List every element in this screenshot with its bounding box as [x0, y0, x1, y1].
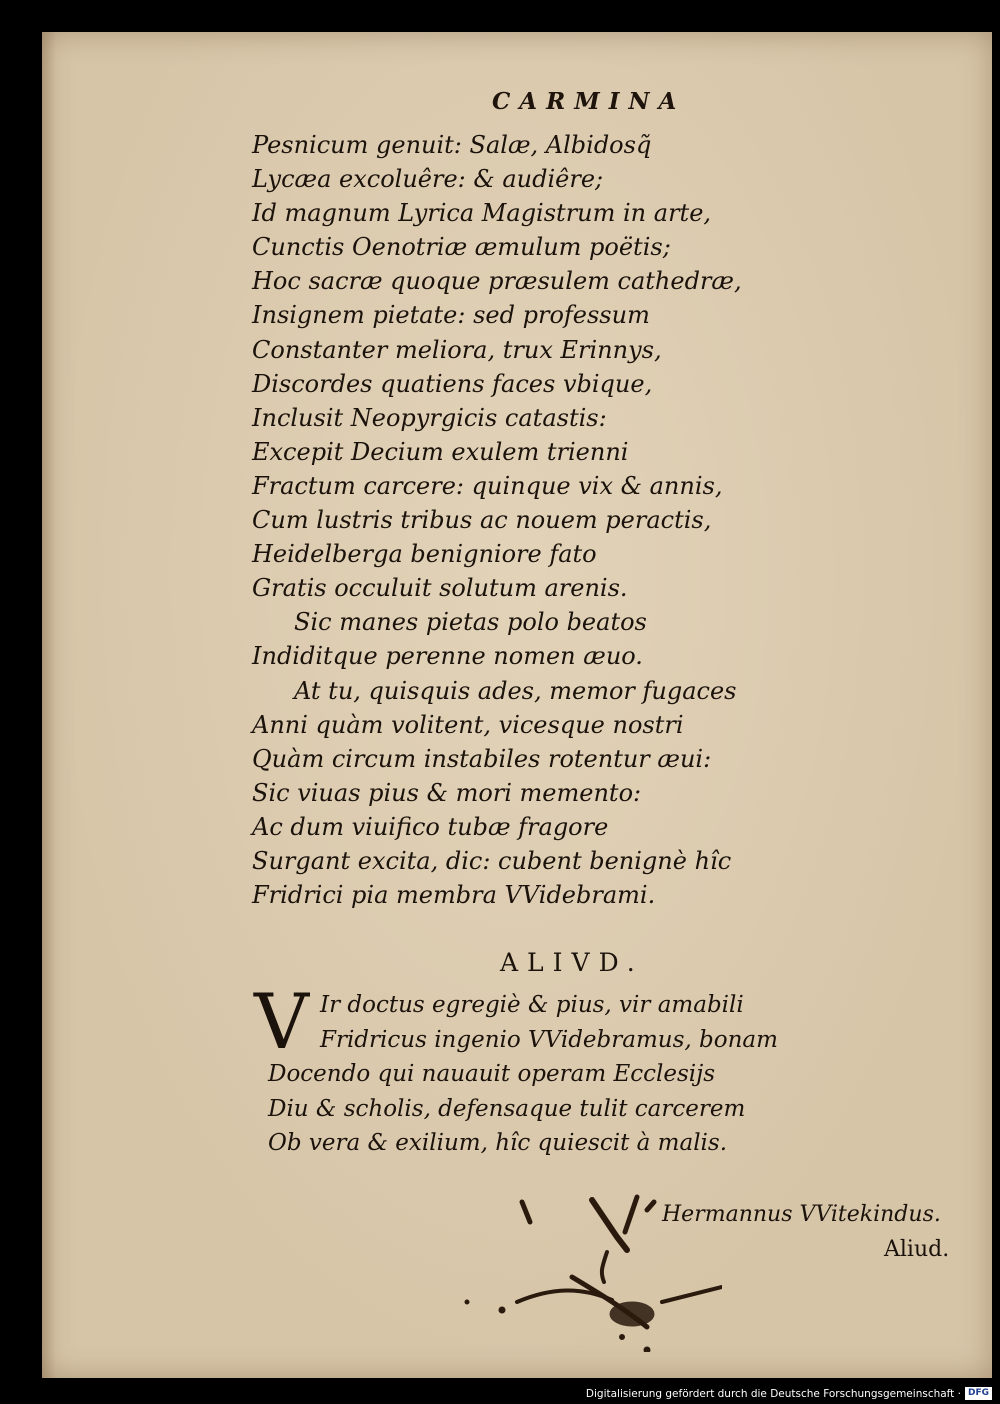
poem-line: Ac dum viuifico tubæ fragore — [252, 812, 609, 841]
digitization-footer — [586, 1387, 992, 1400]
drop-initial: V — [254, 977, 309, 1066]
poem-line: Pesnicum genuit: Salæ, Albidosq̃ — [252, 131, 652, 159]
footer-text: Digitalisierung gefördert durch die Deutsche Forschungsgemeinschaft · — [585, 1387, 961, 1400]
epitaph-line: Ob vera & exilium, hîc quiescit à malis. — [268, 1130, 728, 1156]
poem-line: Indiditque perenne nomen æuo. — [252, 642, 643, 671]
poem-line: Quàm circum instabiles rotentur æui: — [252, 744, 712, 773]
poem-line: Lycæa excoluêre: & audiêre; — [252, 165, 604, 194]
poem-line: Cunctis Oenotriæ æmulum poëtis; — [252, 233, 671, 262]
epitaph — [268, 988, 778, 1161]
poem-line: Constanter meliora, trux Erinnys, — [252, 335, 662, 364]
running-head: CARMINA — [492, 88, 686, 115]
signature: Hermannus VVitekindus. — [662, 1202, 941, 1227]
poem-line: Insignem pietate: sed professum — [252, 301, 650, 330]
poem-line: Inclusit Neopyrgicis catastis: — [252, 403, 607, 432]
epitaph-line: Docendo qui nauauit operam Ecclesijs — [268, 1061, 716, 1087]
poem-line: Fridrici pia membra VVidebrami. — [252, 881, 656, 910]
poem-line: Excepit Decium exulem trienni — [252, 437, 629, 466]
epitaph-line: Diu & scholis, defensaque tulit carcerem — [268, 1095, 746, 1122]
poem-line: Anni quàm volitent, vicesque nostri — [252, 710, 684, 739]
poem-line: Surgant excita, dic: cubent benignè hîc — [252, 846, 732, 875]
catchword: Aliud. — [884, 1237, 950, 1262]
epitaph-line: Fridricus ingenio VVidebramus, bonam — [320, 1026, 778, 1053]
poem-line: Cum lustris tribus ac nouem peractis, — [252, 506, 712, 535]
poem-line: Id magnum Lyrica Magistrum in arte, — [252, 199, 712, 228]
poem-line: Gratis occuluit solutum arenis. — [252, 574, 628, 603]
poem-line: Heidelberga benigniore fato — [252, 540, 597, 569]
book-page — [42, 32, 992, 1378]
poem-line: Hoc sacræ quoque præsulem cathedræ, — [252, 267, 742, 296]
dfg-logo: DFG — [965, 1387, 992, 1400]
poem-line: Fractum carcere: quinque vix & annis, — [252, 471, 723, 500]
poem — [252, 128, 742, 912]
poem-line: Discordes quatiens faces vbique, — [252, 369, 653, 398]
poem-line: Sic viuas pius & mori memento: — [252, 778, 642, 807]
poem-line: At tu, quisquis ades, memor fugaces — [294, 676, 737, 705]
epitaph-line: Ir doctus egregiè & pius, vir amabili — [320, 992, 744, 1018]
poem-line: Sic manes pietas polo beatos — [294, 608, 647, 637]
section-title: ALIVD. — [500, 948, 644, 977]
